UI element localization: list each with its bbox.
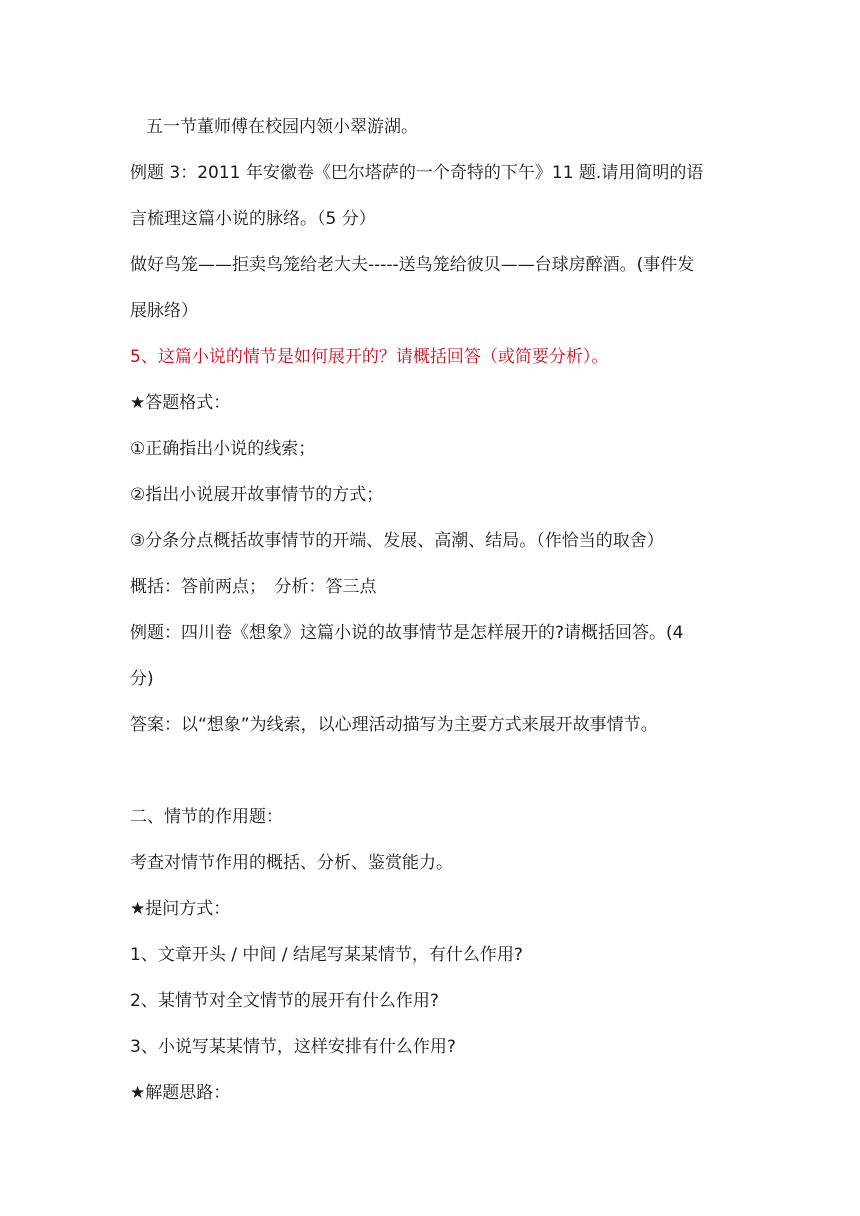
question-5-heading: 5、这篇小说的情节是如何展开的？请概括回答（或简要分析）。 xyxy=(130,347,609,367)
example-answer: 答案：以“想象”为线索，以心理活动描写为主要方式来展开故事情节。 xyxy=(130,715,658,735)
solution-approach-heading: ★解题思路： xyxy=(130,1083,231,1103)
format-point-2: ②指出小说展开故事情节的方式； xyxy=(130,485,384,505)
section-2-description: 考查对情节作用的概括、分析、鉴赏能力。 xyxy=(130,853,453,873)
section-gap xyxy=(130,748,740,794)
answer-format-heading: ★答题格式： xyxy=(130,393,231,413)
example-3-question-line-1: 例题 3：2011 年安徽卷《巴尔塔萨的一个奇特的下午》11 题.请用简明的语 xyxy=(130,163,704,183)
example-3-answer-line-2: 展脉络） xyxy=(130,301,198,321)
example-3-answer-line-1: 做好鸟笼——拒卖鸟笼给老大夫-----送鸟笼给彼贝——台球房醉酒。(事件发 xyxy=(130,255,695,275)
document-page xyxy=(130,104,740,1116)
example-3-question-line-2: 言梳理这篇小说的脉络。（5 分） xyxy=(130,209,376,229)
summary-note: 概括：答前两点； 分析：答三点 xyxy=(130,577,377,597)
example-question-line-1: 例题：四川卷《想象》这篇小说的故事情节是怎样展开的?请概括回答。(4 xyxy=(130,623,684,643)
question-style-1: 1、文章开头 / 中间 / 结尾写某某情节，有什么作用? xyxy=(130,945,523,965)
section-2-heading: 二、情节的作用题： xyxy=(130,807,283,827)
question-style-heading: ★提问方式： xyxy=(130,899,231,919)
format-point-3: ③分条分点概括故事情节的开端、发展、高潮、结局。（作恰当的取舍） xyxy=(130,531,664,551)
question-style-2: 2、某情节对全文情节的展开有什么作用? xyxy=(130,991,439,1011)
question-style-3: 3、小说写某某情节，这样安排有什么作用? xyxy=(130,1037,456,1057)
format-point-1: ①正确指出小说的线索； xyxy=(130,439,316,459)
text-line-1: 五一节董师傅在校园内领小翠游湖。 xyxy=(146,117,418,137)
example-question-line-2: 分) xyxy=(130,669,154,689)
